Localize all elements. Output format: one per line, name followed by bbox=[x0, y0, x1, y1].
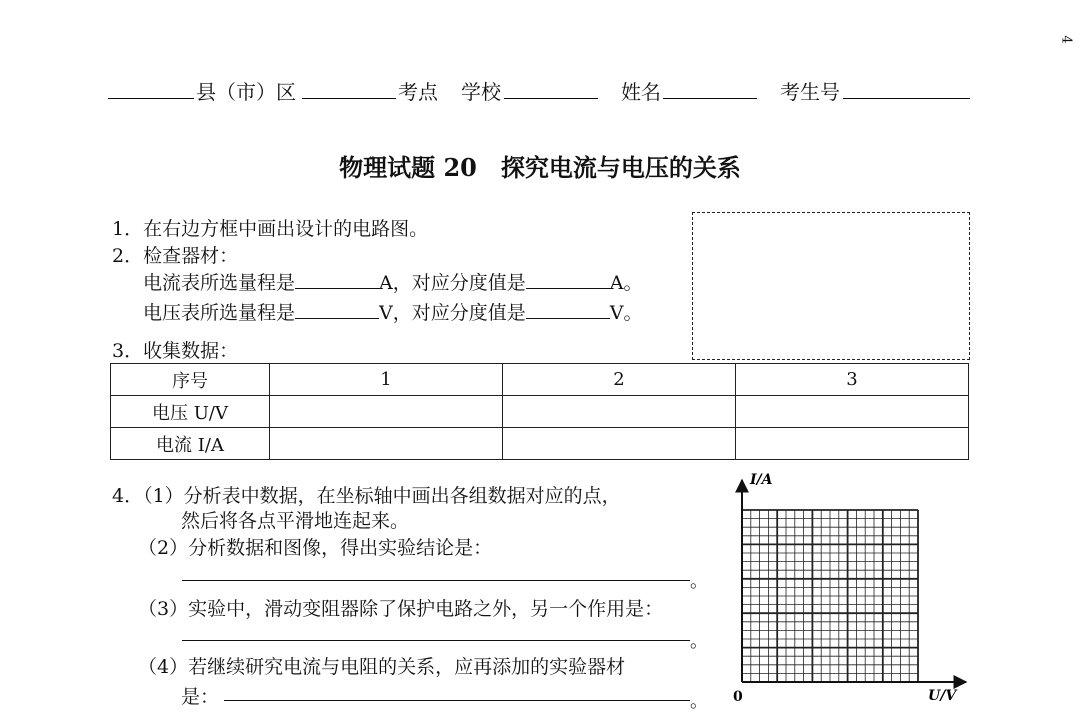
current-cell-3[interactable] bbox=[736, 428, 969, 460]
ammeter-range-row bbox=[143, 268, 642, 295]
exam-site-blank[interactable] bbox=[302, 80, 396, 99]
table-row-current bbox=[111, 428, 969, 460]
iu-graph-grid[interactable] bbox=[728, 468, 973, 706]
voltmeter-range-blank[interactable] bbox=[295, 300, 379, 319]
question-2-heading: 2．检查器材： bbox=[112, 245, 239, 267]
county-label: 县（市）区 bbox=[196, 80, 296, 104]
ammeter-division-blank[interactable] bbox=[526, 270, 610, 289]
voltage-cell-3[interactable] bbox=[736, 396, 969, 428]
question-4-part-4-line-2: 是： bbox=[181, 686, 220, 708]
data-table bbox=[110, 363, 969, 460]
ammeter-range-blank[interactable] bbox=[295, 270, 379, 289]
voltmeter-range-row bbox=[143, 298, 642, 325]
page-number: 4 bbox=[1058, 35, 1074, 44]
voltage-cell-2[interactable] bbox=[503, 396, 736, 428]
table-header-cell: 1 bbox=[270, 364, 503, 396]
y-axis-label: I/A bbox=[750, 472, 773, 488]
exam-number-label: 考生号 bbox=[780, 80, 840, 104]
current-cell-2[interactable] bbox=[503, 428, 736, 460]
voltmeter-division-blank[interactable] bbox=[526, 300, 610, 319]
table-row-voltage bbox=[111, 396, 969, 428]
question-4-part-4-line-1: （4）若继续研究电流与电阻的关系，应再添加的实验器材 bbox=[138, 656, 626, 678]
question-4-part-1-line-1: 4．（1）分析表中数据，在坐标轴中画出各组数据对应的点， bbox=[112, 485, 621, 507]
circuit-drawing-box[interactable] bbox=[692, 212, 970, 360]
answer-line-part-4[interactable] bbox=[224, 700, 690, 701]
x-axis-label: U/V bbox=[928, 688, 957, 704]
origin-label: 0 bbox=[733, 689, 743, 705]
name-label: 姓名 bbox=[621, 80, 661, 104]
question-3: 3．收集数据： bbox=[112, 340, 239, 362]
question-1: 1．在右边方框中画出设计的电路图。 bbox=[112, 218, 429, 240]
school-blank[interactable] bbox=[504, 80, 598, 99]
answer-line-part-3[interactable] bbox=[182, 640, 690, 641]
answer-line-part-2[interactable] bbox=[182, 580, 690, 581]
graph-grid bbox=[742, 510, 918, 682]
name-blank[interactable] bbox=[663, 80, 757, 99]
table-header-cell: 序号 bbox=[111, 364, 270, 396]
voltage-row-label: 电压 U/V bbox=[111, 396, 270, 428]
table-header-cell: 3 bbox=[736, 364, 969, 396]
county-blank[interactable] bbox=[108, 80, 194, 99]
question-4-part-1-line-2: 然后将各点平滑地连起来。 bbox=[181, 510, 410, 532]
voltmeter-division-label: V，对应分度值是 bbox=[379, 302, 526, 324]
period-part-3: 。 bbox=[690, 631, 708, 652]
ammeter-division-label: A，对应分度值是 bbox=[379, 272, 526, 294]
voltage-cell-1[interactable] bbox=[270, 396, 503, 428]
voltmeter-range-label: 电压表所选量程是 bbox=[143, 302, 296, 324]
period-part-2: 。 bbox=[690, 571, 708, 592]
current-cell-1[interactable] bbox=[270, 428, 503, 460]
exam-site-label: 考点 bbox=[398, 80, 438, 104]
voltmeter-division-unit: V。 bbox=[609, 302, 643, 324]
table-header-row bbox=[111, 364, 969, 396]
page-title: 物理试题 20 探究电流与电压的关系 bbox=[339, 153, 741, 182]
question-4-part-3: （3）实验中，滑动变阻器除了保护电路之外，另一个作用是： bbox=[138, 598, 664, 620]
question-4-part-2: （2）分析数据和图像，得出实验结论是： bbox=[138, 537, 493, 559]
exam-number-blank[interactable] bbox=[843, 80, 970, 99]
current-row-label: 电流 I/A bbox=[111, 428, 270, 460]
ammeter-division-unit: A。 bbox=[609, 272, 643, 294]
period-part-4: 。 bbox=[690, 691, 708, 712]
table-header-cell: 2 bbox=[503, 364, 736, 396]
school-label: 学校 bbox=[461, 80, 501, 104]
ammeter-range-label: 电流表所选量程是 bbox=[143, 272, 296, 294]
